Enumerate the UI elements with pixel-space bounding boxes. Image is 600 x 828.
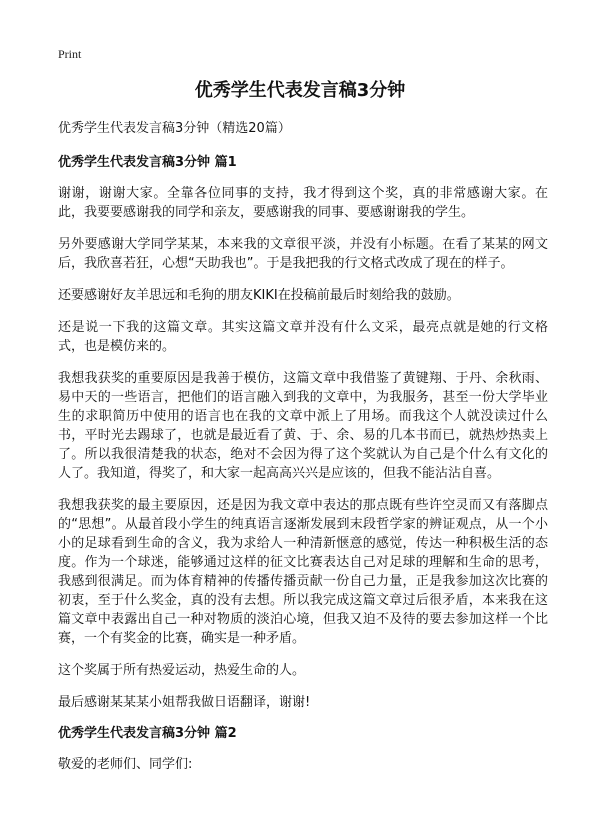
- section-heading: 优秀学生代表发言稿3分钟 篇2: [58, 726, 237, 741]
- page-title: 优秀学生代表发言稿3分钟: [194, 80, 406, 101]
- section-1: [58, 154, 548, 712]
- paragraph: 谢谢，谢谢大家。全靠各位同事的支持，我才得到这个奖，真的非常感谢大家。在此，我要要感谢我的同学和亲友，要感谢我的同事、要感谢谢我的学生。: [58, 186, 548, 220]
- document-body: [58, 120, 548, 787]
- paragraph: 另外要感谢大学同学某某，本来我的文章很平淡，并没有小标题。在看了某某的网文后，我欣喜若狂，心想“天助我也”。于是我把我的行文格式改成了现在的样子。: [58, 237, 548, 271]
- print-link[interactable]: Print: [58, 47, 82, 61]
- paragraph: 我想我获奖的最主要原因，还是因为我文章中表达的那点既有些许空灵而又有落脚点的“思想”。从最首段小学生的纯真语言逐渐发展到末段哲学家的辨证观点，从一个小小的足球看到生命的含义，我为求给人一种清新惬意的感觉，传达一种积极生活的态度。作为一个球迷，能够通过这样的征文比赛表达自己对足球的理解和生命的思考，我感到很满足。而为体育精神的传播传播贡献一份自己力量，正是我参加这次比赛的初衷，至于什么奖金，真的没有去想。所以我完成这篇文章过后很矛盾，本来我在这篇文章中表露出自己一种对物质的淡泊心境，但我又迫不及待的要去参加这样一个比赛，一个有奖金的比赛，确实是一种矛盾。: [58, 498, 548, 646]
- paragraph: 敬爱的老师们、同学们:: [58, 757, 193, 772]
- section-heading: 优秀学生代表发言稿3分钟 篇1: [58, 155, 237, 170]
- section-2: [58, 725, 548, 774]
- paragraph: 这个奖属于所有热爱运动，热爱生命的人。: [58, 663, 306, 678]
- document-subtitle: 优秀学生代表发言稿3分钟（精选20篇）: [58, 121, 291, 136]
- paragraph: 还是说一下我的这篇文章。其实这篇文章并没有什么文采，最亮点就是她的行文格式，也是模仿来的。: [58, 320, 548, 354]
- paragraph: 还要感谢好友羊思远和毛狗的朋友KIKI在投稿前最后时刻给我的鼓励。: [58, 288, 460, 303]
- paragraph: 我想我获奖的重要原因是我善于模仿，这篇文章中我借鉴了黄键翔、于丹、余秋雨、易中天的一些语言，把他们的语言融入到我的文章中，为我服务，甚至一份大学毕业生的求职简历中使用的语言也在我的文章中派上了用场。而我这个人就没读过什么书，平时光去踢球了，也就是最近看了黄、于、余、易的几本书而已，就热炒热卖上了。所以我很清楚我的状态，绝对不会因为得了这个奖就认为自己是个什么有文化的人了。我知道，得奖了，和大家一起高高兴兴是应该的，但我不能沾沾自喜。: [58, 371, 548, 481]
- paragraph: 最后感谢某某某小姐帮我做日语翻译，谢谢!: [58, 695, 311, 710]
